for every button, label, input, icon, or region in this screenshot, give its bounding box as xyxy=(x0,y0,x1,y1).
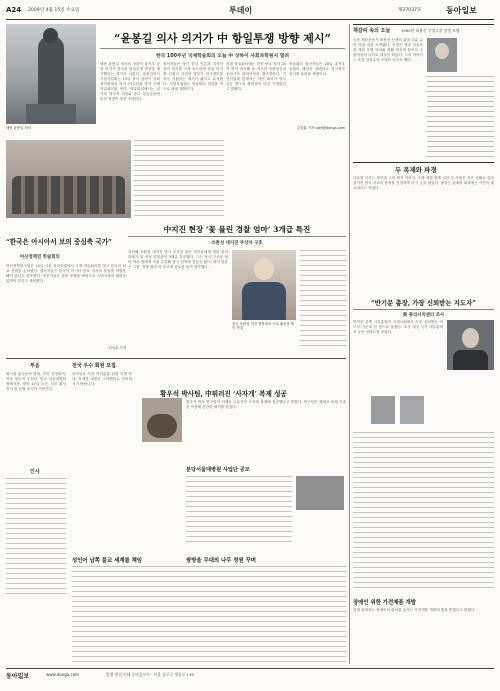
police-uniform xyxy=(242,282,286,320)
right-heading-box xyxy=(353,24,494,34)
lead-body-col1: 매헌 윤봉길 의사의 상하이 홍커우 공원 의거가 중국의 항일투쟁 방향을 제시했다는 평가가 나왔다. 윤봉길의사기념사업회는 15일 중국 상하이 사회과학원에서 의거 77주년을 맞아 국제학술회의를 연다. 학술회의에서는 의거의 역사적 의미와 중국 항일운동에 미친 영향이 집중 조명된다. xyxy=(100,62,160,101)
right-body-continued xyxy=(427,76,494,158)
lead-body-col4: 학술회의 참가자들은 16일 홍커우 공원의 매정을 참배하고 임시정부 청사를 둘러볼 예정이다. xyxy=(289,62,345,76)
mid-left-byline: 신석호 기자 xyxy=(108,346,126,350)
group-people xyxy=(12,176,125,214)
edition-number: 제27037호 xyxy=(398,8,422,13)
statue-photo xyxy=(6,24,96,124)
lead-subtitle: 한국 100주년 국제학술회의 오늘 中 상하이 사회과학원서 열려 xyxy=(155,54,290,59)
mid-center-headline: 中지진 현장 ‘꽃 물린 경찰 엄마’ 3개급 특진 xyxy=(163,225,311,234)
statue-base xyxy=(26,104,76,124)
lower-rule xyxy=(6,358,346,359)
right-box-heading-wrap xyxy=(353,162,494,174)
bottom-body-5 xyxy=(72,566,346,664)
police-photo-caption: 중국 쓰촨성 지진 현장에서 구호 활동을 벌인 여경 xyxy=(232,322,295,331)
obit-sub: 인사 xyxy=(30,469,40,475)
ad-body: 동아일보 독자 여러분을 위한 특별 안내. 자세한 내용은 고객센터로 문의하시기 바랍니다. xyxy=(72,372,132,386)
right-heading: 책갈피 속의 오늘 xyxy=(353,28,391,34)
bottom-body-3: 업체 관계자는 장애인의 편의를 높이는 가전제품 개발에 힘을 쏟겠다고 밝혔다. xyxy=(353,608,476,612)
statue-figure xyxy=(38,36,64,106)
mid-left-body: 아산정책연구원은 14일 서울 신라호텔에서 국제 학술회의를 열고 한국의 외교 전략을 논의했다. 참석자들은 한국이 아시아 안보 질서의 중심축 역할을 해야 한다고 강조했다. 전문가들은 한미 동맹을 바탕으로 주변국과의 협력을 넓혀야 한다고 제언했다. xyxy=(6,264,126,283)
right-box-body: 나무를 다루는 장인과 그의 제자 이야기. 오랜 세월 함께 일한 두 사람은 작은 오해로 갈라섰지만 결국 서로의 솜씨를 인정하며 다시 손을 잡았다. 필자는 관계의 회복에는 시간이 필요하다고 적었다. xyxy=(353,176,494,190)
police-mother-photo xyxy=(232,250,296,320)
obit-heading: 부음 xyxy=(30,363,40,369)
mid-center-sub: 쓰촨성 대지진 부상자 구호 xyxy=(211,241,263,246)
bottom-headline-3: 장애인 위한 가전제품 개발 xyxy=(353,600,416,606)
ban-body: 반기문 유엔 사무총장이 국제사회에서 가장 신뢰받는 지도자 가운데 한 명으로 꼽혔다. 조사 대상 국가 대부분에서 높은 신뢰도를 보였다. xyxy=(353,320,443,334)
obit-lower xyxy=(6,478,66,598)
bottom-headline-5: 쌍방울 무대의 나무 정원 꾸며 xyxy=(186,558,256,564)
lead-byline: 김상훈 기자 core@donga.com xyxy=(296,126,345,130)
group-photo-caption xyxy=(134,140,224,218)
right-small-photo-1 xyxy=(371,396,395,424)
right-column-divider xyxy=(349,24,350,664)
right-portrait-photo xyxy=(427,38,457,72)
lead-headline: “윤봉길 의사 의거가 中 항일투쟁 방향 제시” xyxy=(114,32,331,45)
bottom-body-2 xyxy=(186,476,292,546)
ban-quote: “반기문 총장, 가장 신뢰받는 지도자” xyxy=(371,299,476,307)
masthead-rule xyxy=(6,19,494,20)
footer-text: 발행 편집 인쇄 동아일보사 · 서울 종로구 세종로 139 xyxy=(106,672,194,677)
right-small-photo-2 xyxy=(400,396,424,424)
mid-center-rule xyxy=(128,236,346,237)
lead-headline-rule xyxy=(100,48,345,49)
bottom-headline-2: 분당서울대병원 사업단 공모 xyxy=(186,467,250,473)
statue-head xyxy=(43,28,58,43)
dog-body xyxy=(147,414,177,438)
portrait-bottom xyxy=(296,476,344,510)
right-box-heading: 두 목재와 파경 xyxy=(395,166,437,174)
obit-body: 회사원 홍길동씨 별세, 부인 김영희씨, 아들 철수씨 부친상. 빈소 서울대병원 장례식장, 발인 17일 오전. 다른 회사 인사 및 동정 소식이 이어진다. xyxy=(6,372,66,391)
bottom-body-1: 황우석 박사 연구팀이 티베트 고유종인 사자개 복제에 성공했다고 밝혔다. 연구팀은 체세포 복제 기술을 이용해 건강한 새끼를 얻었다. xyxy=(186,400,346,409)
lead-body-col2: 참석자들은 당시 중국 언론과 지식인들이 의거를 크게 보도하며 항일 의지를 다졌고 국민당 정부가 임시정부를 적극 지원하는 계기가 됐다고 분석했다. 기념사업회는 학술회의 결과를 책으로 펴낼 계획이다. xyxy=(163,62,223,91)
ban-photo xyxy=(447,320,494,370)
footer-rule xyxy=(6,668,494,669)
mid-left-sub: 아산정책연 학술회의 xyxy=(20,255,60,260)
bottom-headline-4: 성인어 남쪽 불교 세계를 책임 xyxy=(72,558,142,564)
right-body: 농촌 계몽운동가 최용신 선생의 삶을 다룬 글이 이날 처음 소개됐다. 선생은 샘골 강습소를 세워 문맹 퇴치와 생활 개선에 힘쓰다 스물여섯의 나이로 세상을 떠났다. 그의 이야기는 소설 상록수의 모델이 되기도 했다. xyxy=(353,38,423,62)
portrait-face xyxy=(435,43,449,59)
footer-url[interactable]: www.donga.com xyxy=(46,672,80,677)
footer xyxy=(6,671,494,687)
brand-logo: 동아일보 xyxy=(446,5,477,15)
statue-caption: 매헌 윤봉길 의사 xyxy=(6,126,32,130)
ban-sub: 美 퓨리서치센터 조사 xyxy=(402,313,445,318)
mid-left-headline: “한국은 아시아서 보의 중심축 국가” xyxy=(6,238,112,246)
bottom-headline-1: 황우석 박사팀, 中튀러진 ‘사자개’ 복제 성공 xyxy=(160,390,287,398)
ban-face xyxy=(462,328,479,348)
mid-center-side xyxy=(300,250,346,346)
right-lower-body xyxy=(353,432,494,592)
mid-center-body: 지난해 쓰촨성 대지진 당시 부모를 잃은 아기들에게 젖을 물려 화제가 된 여성 경찰관이 3계급 특진했다. 그는 당시 구조된 영아 여러 명에게 직접 수유해 중국 전역에 감동을 줬다. 현지 언론은 그를 ‘경찰 엄마’라 부르며 공로를 높이 평가했다. xyxy=(128,250,228,269)
footer-brand: 동아일보 xyxy=(6,673,30,680)
group-photo xyxy=(6,140,131,218)
section-label: 투데이 xyxy=(229,6,253,15)
dog-photo xyxy=(142,398,182,442)
ad-title: 전국 우수 회원 모집 xyxy=(72,363,116,369)
police-face xyxy=(254,258,274,280)
masthead xyxy=(6,4,494,18)
right-heading-sub: 1960년 최용신 무명고찰 선생 조명 xyxy=(401,28,460,33)
lead-body-col3: 한편 학술회의에는 한중 양국 학자 20여 명이 참석해 윤 의사의 독립정신과 동아시아 평화사상을 재조명한다. 기념사업회 관계자는 이번 회의가 양국 공동 연구의 출발점이 되길 기대한다고 말했다. xyxy=(226,62,286,91)
issue-date: 2009년 4월 15일 수요일 xyxy=(28,8,80,13)
ban-quote-rule xyxy=(353,309,494,310)
page-number: A24 xyxy=(6,6,22,14)
ban-suit xyxy=(453,350,488,370)
